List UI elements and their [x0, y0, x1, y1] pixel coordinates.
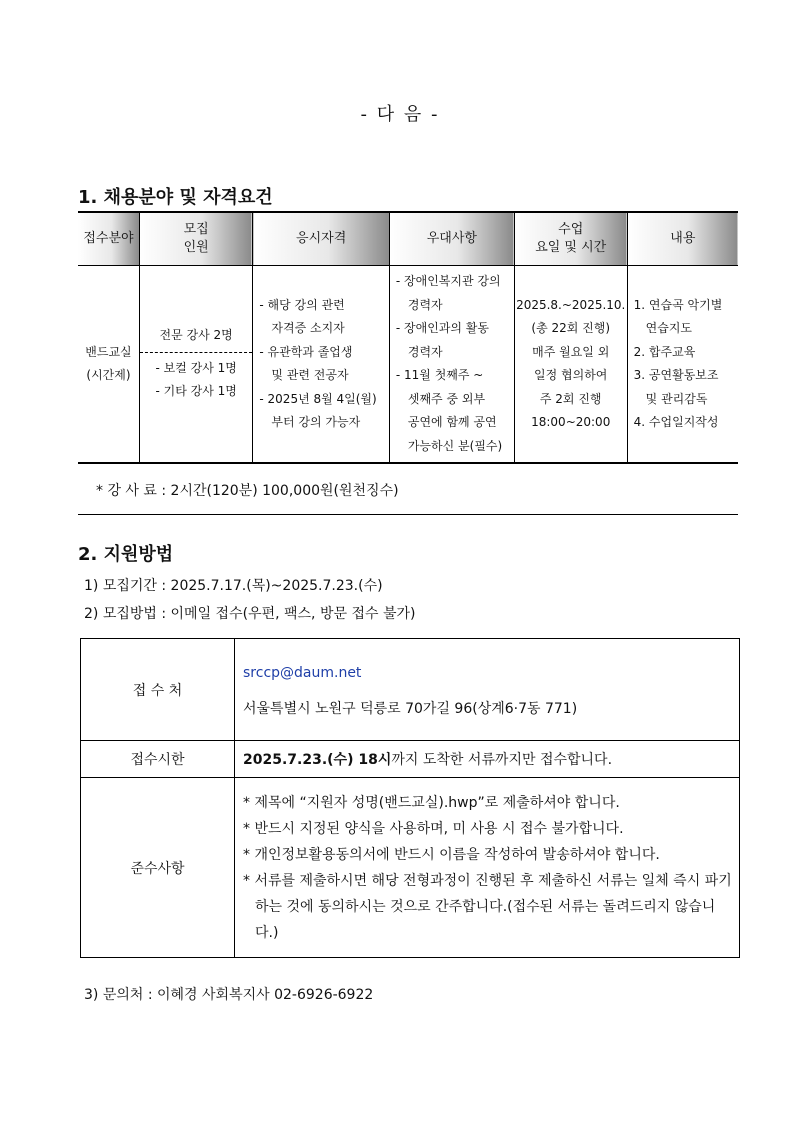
content-line: 2. 합주교육 — [633, 344, 696, 359]
rule-item: * 서류를 제출하시면 해당 전형과정이 진행된 후 제출하신 서류는 일체 즉시 파기하는 것에 동의하시는 것으로 간주합니다.(접수된 서류는 돌려드리지 않습니다.) — [243, 872, 732, 941]
section2-heading: 2. 지원방법 — [78, 544, 174, 565]
content-line: 연습지도 — [645, 321, 693, 335]
receiver-cell — [235, 639, 740, 741]
preference-line: - 11월 첫째주 ~ — [395, 368, 484, 382]
header-text: 우대사항 — [426, 231, 477, 246]
field-cell — [78, 266, 139, 464]
schedule-line: 매주 월요일 외 — [532, 344, 610, 359]
page-title: - 다 음 - — [360, 104, 440, 125]
header-qualification — [253, 212, 389, 266]
dashed-divider — [140, 352, 252, 353]
schedule-line: 일정 협의하여 — [534, 368, 608, 382]
header-schedule — [514, 212, 627, 266]
table-header-row — [78, 212, 738, 266]
table-row — [81, 639, 740, 741]
rules-cell — [235, 778, 740, 958]
personnel-guitar: - 기타 강사 1명 — [155, 384, 237, 399]
qualification-line: - 해당 강의 관련 — [259, 297, 345, 312]
content-line: 및 관리감독 — [645, 391, 708, 406]
header-field — [78, 212, 139, 266]
header-preference — [389, 212, 514, 266]
recruitment-table — [78, 211, 738, 464]
content-line: 3. 공연활동보조 — [633, 368, 719, 382]
personnel-cell — [139, 266, 252, 464]
preference-line: 경력자 — [407, 344, 443, 359]
content-line: 4. 수업일지작성 — [633, 415, 719, 429]
qualification-line: 및 관련 전공자 — [271, 368, 349, 382]
recruitment-period: 1) 모집기간 : 2025.7.17.(목)~2025.7.23.(수) — [84, 578, 383, 594]
rules-label: 준수사항 — [81, 778, 235, 958]
qualification-line: 부터 강의 가능자 — [271, 415, 361, 429]
section1-heading: 1. 채용분야 및 자격요건 — [78, 187, 273, 208]
contact-info: 3) 문의처 : 이혜경 사회복지사 02-6926-6922 — [84, 987, 374, 1003]
table-row — [78, 266, 738, 464]
field-type: (시간제) — [86, 368, 131, 382]
rule-item: * 개인정보활용동의서에 반드시 이름을 작성하여 발송하셔야 합니다. — [243, 846, 660, 863]
email-address[interactable]: srccp@daum.net — [243, 664, 362, 681]
preference-line: - 장애인복지관 강의 — [395, 274, 501, 288]
header-text: 수업 요일 및 시간 — [535, 222, 607, 255]
recruitment-method: 2) 모집방법 : 이메일 접수(우편, 팩스, 방문 접수 불가) — [84, 606, 416, 622]
header-text: 내용 — [670, 231, 696, 246]
table-row — [81, 778, 740, 958]
table-row — [81, 741, 740, 778]
preference-line: 셋째주 중 외부 — [407, 391, 486, 406]
content-line: 1. 연습곡 악기별 — [633, 297, 723, 312]
header-text: 응시자격 — [296, 231, 347, 246]
content-cell — [627, 266, 738, 464]
qualification-cell — [253, 266, 389, 464]
personnel-main: 전문 강사 2명 — [159, 328, 233, 343]
preference-line: - 장애인과의 활동 — [395, 321, 489, 335]
deadline-text: 까지 도착한 서류까지만 접수합니다. — [391, 752, 613, 768]
section-divider — [78, 514, 738, 515]
header-personnel — [139, 212, 252, 266]
rule-item: * 반드시 지정된 양식을 사용하며, 미 사용 시 접수 불가합니다. — [243, 820, 624, 837]
schedule-line: 주 2회 진행 — [539, 391, 602, 406]
deadline-date: 2025.7.23.(수) 18시 — [243, 752, 392, 768]
postal-address: 서울특별시 노원구 덕릉로 70가길 96(상계6·7동 771) — [243, 700, 578, 717]
deadline-cell — [235, 741, 740, 778]
instructor-fee: * 강 사 료 : 2시간(120분) 100,000원(원천징수) — [96, 483, 399, 499]
qualification-line: 자격증 소지자 — [271, 321, 345, 335]
personnel-vocal: - 보컬 강사 1명 — [155, 360, 237, 375]
header-text: 모집 인원 — [183, 222, 209, 255]
application-table — [80, 638, 740, 958]
schedule-line: 18:00~20:00 — [531, 415, 611, 429]
schedule-cell — [514, 266, 627, 464]
schedule-line: (총 22회 진행) — [531, 321, 611, 335]
receiver-label: 접 수 처 — [81, 639, 235, 741]
qualification-line: - 2025년 8월 4일(월) — [259, 391, 377, 406]
qualification-line: - 유관학과 졸업생 — [259, 344, 353, 359]
schedule-line: 2025.8.~2025.10. — [516, 297, 626, 312]
deadline-label: 접수시한 — [81, 741, 235, 778]
header-text: 접수분야 — [83, 231, 134, 246]
field-name: 밴드교실 — [85, 344, 132, 359]
header-content — [627, 212, 738, 266]
preference-line: 가능하신 분(필수) — [407, 438, 503, 453]
preference-cell — [389, 266, 514, 464]
rule-item: * 제목에 “지원자 성명(밴드교실).hwp”로 제출하셔야 합니다. — [243, 794, 620, 811]
preference-line: 경력자 — [407, 297, 443, 312]
preference-line: 공연에 함께 공연 — [407, 415, 497, 429]
